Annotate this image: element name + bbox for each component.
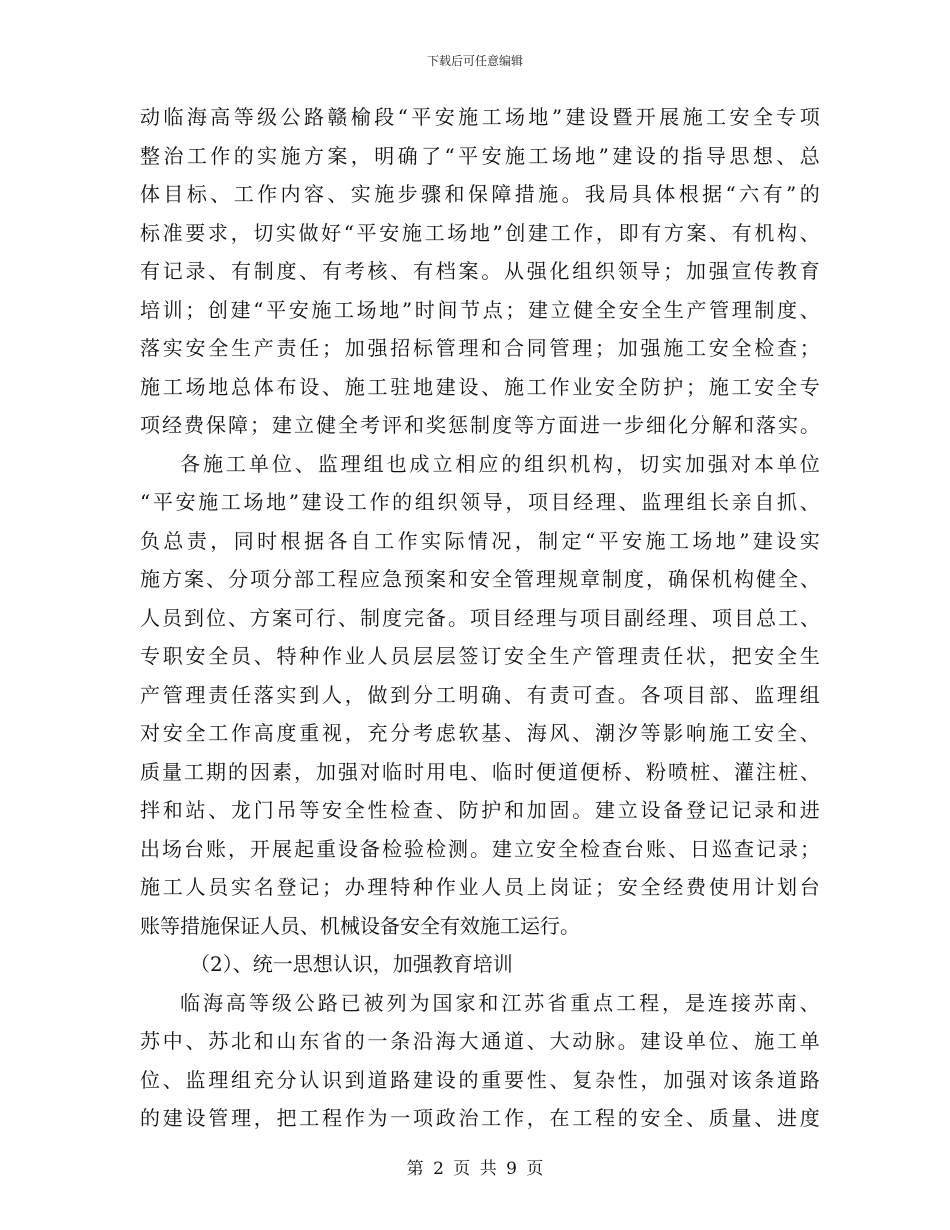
text-line: 对 安 全 工 作 高 度 重 视 ， 充 分 考 虑 软 基 、 海 风 、 潮 汐 等 影 响 施 工 安 全 、 bbox=[140, 721, 820, 745]
page-header: 下载后可任意编辑 bbox=[426, 54, 523, 68]
text-line: 有 记 录 、 有 制 度 、 有 考 核 、 有 档 案 。 从 强 化 组 织 领 导 ； 加 强 宣 传 教 育 bbox=[140, 259, 820, 283]
text-line: 质 量 工 期 的 因 素 ， 加 强 对 临 时 用 电 、 临 时 便 道 便 桥 、 粉 喷 桩 、 灌 注 桩 、 bbox=[140, 759, 820, 784]
text-line: 施 工 人 员 实 名 登 记 ； 办 理 特 种 作 业 人 员 上 岗 证 ； 安 全 经 费 使 用 计 划 台 bbox=[140, 875, 820, 899]
text-line: 施 方 案 、 分 项 分 部 工 程 应 急 预 案 和 安 全 管 理 规 章 制 度 ， 确 保 机 构 健 全 、 bbox=[140, 567, 820, 591]
text-line: 动 临 海 高 等 级 公 路 赣 榆 段 “ 平 安 施 工 场 地 ” 建 设 暨 开 展 施 工 安 全 专 项 bbox=[140, 105, 820, 129]
document-body bbox=[140, 98, 820, 1138]
text-line: 出 场 台 账 ， 开 展 起 重 设 备 检 验 检 测 。 建 立 安 全 检 查 台 账 、 日 巡 查 记 录 ； bbox=[140, 836, 820, 861]
text-line: 整 治 工 作 的 实 施 方 案 ， 明 确 了 “ 平 安 施 工 场 地 ” 建 设 的 指 导 思 想 、 总 bbox=[140, 143, 820, 168]
text-line: 专 职 安 全 员 、 特 种 作 业 人 员 层 层 签 订 安 全 生 产 管 理 责 任 状 ， 把 安 全 生 bbox=[140, 644, 820, 668]
text-line: 的 建 设 管 理 ， 把 工 程 作 为 一 项 政 治 工 作 ， 在 工 程 的 安 全 、 质 量 、 进 度 bbox=[140, 1106, 820, 1130]
text-line: 项 经 费 保 障 ； 建 立 健 全 考 评 和 奖 惩 制 度 等 方 面 进 一 步 细 化 分 解 和 落 实 。 bbox=[140, 413, 820, 437]
text-line: 各 施 工 单 位 、 监 理 组 也 成 立 相 应 的 组 织 机 构 ， 切 实 加 强 对 本 单 位 bbox=[180, 451, 820, 476]
text-line: 账等措施保证人员、机械设备安全有效施工运行。 bbox=[140, 913, 580, 938]
text-line: 人 员 到 位 、 方 案 可 行 、 制 度 完 备 。 项 目 经 理 与 项 目 副 经 理 、 项 目 总 工 、 bbox=[140, 605, 820, 630]
text-line: 苏 中 、 苏 北 和 山 东 省 的 一 条 沿 海 大 通 道 、 大 动 脉 。 建 设 单 位 、 施 工 单 bbox=[140, 1029, 820, 1053]
text-line: 拌 和 站 、 龙 门 吊 等 安 全 性 检 查 、 防 护 和 加 固 。 建 立 设 备 登 记 记 录 和 进 bbox=[140, 798, 820, 822]
text-line: 标 准 要 求 ， 切 实 做 好 “ 平 安 施 工 场 地 ” 创 建 工 作 ， 即 有 方 案 、 有 机 构 、 bbox=[140, 220, 820, 245]
page-footer: 第 2 页 共 9 页 bbox=[406, 1159, 544, 1179]
text-line: 体 目 标 、 工 作 内 容 、 实 施 步 骤 和 保 障 措 施 。 我 局 具 体 根 据 “ 六 有 ” 的 bbox=[140, 182, 820, 206]
text-line: 负 总 责 ， 同 时 根 据 各 自 工 作 实 际 情 况 ， 制 定 “ 平 安 施 工 场 地 ” 建 设 实 bbox=[140, 528, 820, 553]
text-line: 临 海 高 等 级 公 路 已 被 列 为 国 家 和 江 苏 省 重 点 工 程 ， 是 连 接 苏 南 、 bbox=[180, 990, 820, 1015]
text-line: 位 、 监 理 组 充 分 认 识 到 道 路 建 设 的 重 要 性 、 复 杂 性 ， 加 强 对 该 条 道 路 bbox=[140, 1067, 820, 1092]
text-line: 施 工 场 地 总 体 布 设 、 施 工 驻 地 建 设 、 施 工 作 业 安 全 防 护 ； 施 工 安 全 专 bbox=[140, 374, 820, 399]
text-line: 产 管 理 责 任 落 实 到 人 ， 做 到 分 工 明 确 、 有 责 可 查 。 各 项 目 部 、 监 理 组 bbox=[140, 682, 820, 707]
text-line: “ 平 安 施 工 场 地 ” 建 设 工 作 的 组 织 领 导 ， 项 目 经 理 、 监 理 组 长 亲 自 抓 、 bbox=[140, 490, 820, 514]
text-line: （2）、统一思想认识，加强教育培训 bbox=[190, 952, 513, 976]
text-line: 落 实 安 全 生 产 责 任 ； 加 强 招 标 管 理 和 合 同 管 理 ； 加 强 施 工 安 全 检 查 ； bbox=[140, 336, 820, 360]
text-line: 培 训 ； 创 建 “ 平 安 施 工 场 地 ” 时 间 节 点 ； 建 立 健 全 安 全 生 产 管 理 制 度 、 bbox=[140, 297, 820, 322]
